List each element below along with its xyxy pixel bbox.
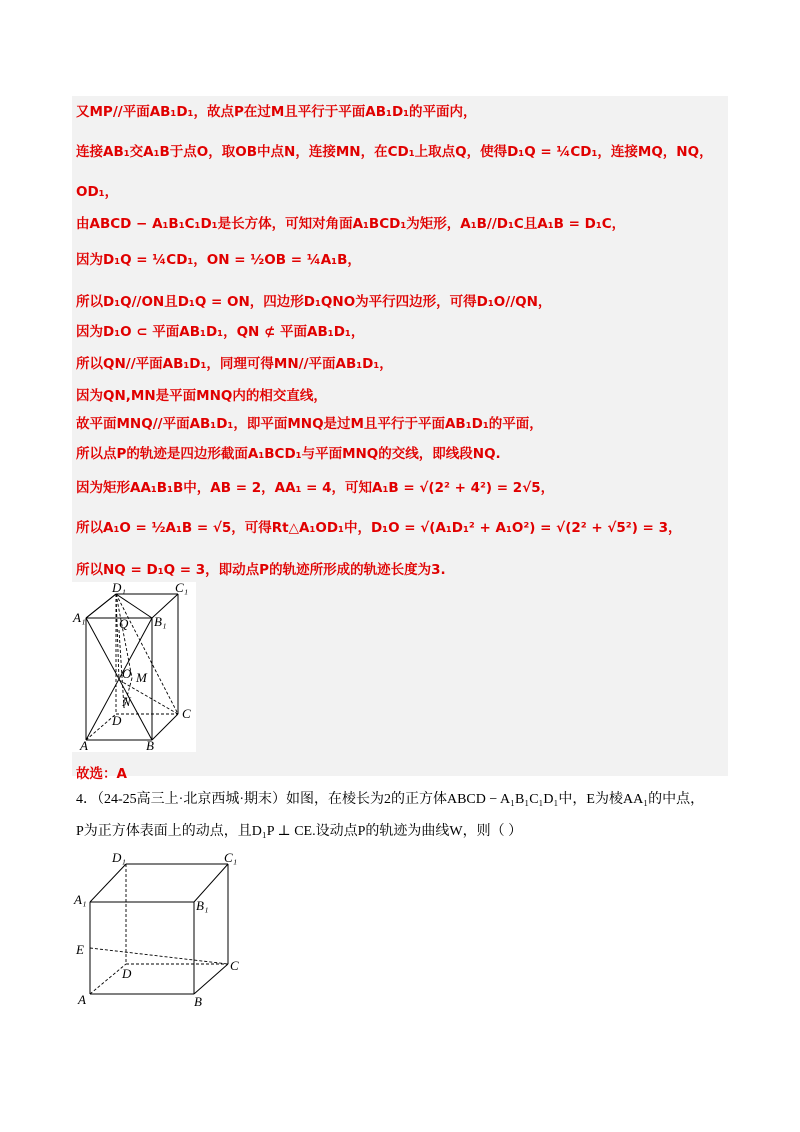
solution-line: 又MP//平面AB₁D₁，故点P在过M且平行于平面AB₁D₁的平面内， xyxy=(76,104,477,120)
label-C1: C₁ xyxy=(175,582,189,595)
label-C: C xyxy=(182,706,191,721)
figure-cube-problem xyxy=(72,846,252,1014)
cube-label-B1: B₁ xyxy=(196,898,209,913)
solution-line: 所以点P的轨迹是四边形截面A₁BCD₁与平面MNQ的交线，即线段NQ. xyxy=(76,446,501,462)
solution-line: 所以A₁O = ½A₁B = √5，可得Rt△A₁OD₁中，D₁O = √(A₁D₁² + A₁O²) = √(2² + √5²) = 3， xyxy=(76,520,682,536)
solution-line: OD₁， xyxy=(76,184,119,200)
solution-line: 因为矩形AA₁B₁B中，AB = 2，AA₁ = 4，可知A₁B = √(2² + 4²) = 2√5， xyxy=(76,480,555,496)
cube-label-E: E xyxy=(76,942,84,957)
label-N: N xyxy=(122,694,131,709)
cube-label-C1: C₁ xyxy=(224,850,238,865)
solution-line: 连接AB₁交A₁B于点O，取OB中点N，连接MN，在CD₁上取点Q，使得D₁Q = ¼CD₁，连接MQ，NQ， xyxy=(76,144,713,160)
cube-label-D1: D₁ xyxy=(112,850,126,865)
label-Q: Q xyxy=(119,616,129,631)
label-B1: B₁ xyxy=(154,614,167,629)
label-O: O xyxy=(122,666,132,681)
cube-label-C: C xyxy=(230,958,239,973)
solution-line: 所以NQ = D₁Q = 3，即动点P的轨迹所形成的轨迹长度为3. xyxy=(76,562,446,578)
problem-line-2: P为正方体表面上的动点，且D₁P ⊥ CE.设动点P的轨迹为曲线W，则（ ） xyxy=(76,824,523,839)
cube-label-A1: A₁ xyxy=(74,892,87,907)
cube-label-D: D xyxy=(122,966,132,981)
solution-line: 因为D₁O ⊂ 平面AB₁D₁，QN ⊄ 平面AB₁D₁， xyxy=(76,324,365,340)
solution-line: 所以QN//平面AB₁D₁，同理可得MN//平面AB₁D₁， xyxy=(76,356,393,372)
solution-line: 由ABCD − A₁B₁C₁D₁是长方体，可知对角面A₁BCD₁为矩形，A₁B//D₁C且A₁B = D₁C， xyxy=(76,216,626,232)
problem-line-1: 4．（24-25高三上·北京西城·期末）如图，在棱长为2的正方体ABCD − A₁B₁C₁D₁中，E为棱AA₁的中点， xyxy=(76,792,705,807)
label-D1: D₁ xyxy=(112,582,126,595)
answer-line: 故选：A xyxy=(76,766,127,782)
figure-box-solution xyxy=(72,582,196,752)
label-A: A xyxy=(80,738,88,752)
label-M: M xyxy=(136,670,147,685)
cube-label-B: B xyxy=(194,994,202,1009)
solution-line: 所以D₁Q//ON且D₁Q = ON，四边形D₁QNO为平行四边形，可得D₁O//QN， xyxy=(76,294,552,310)
solution-line: 故平面MNQ//平面AB₁D₁，即平面MNQ是过M且平行于平面AB₁D₁的平面， xyxy=(76,416,543,432)
cube-label-A: A xyxy=(78,992,86,1007)
label-A1: A₁ xyxy=(73,610,86,625)
solution-line: 因为QN,MN是平面MNQ内的相交直线， xyxy=(76,388,327,404)
label-D: D xyxy=(112,713,122,728)
label-B: B xyxy=(146,738,154,752)
solution-line: 因为D₁Q = ¼CD₁，ON = ½OB = ¼A₁B， xyxy=(76,252,361,268)
